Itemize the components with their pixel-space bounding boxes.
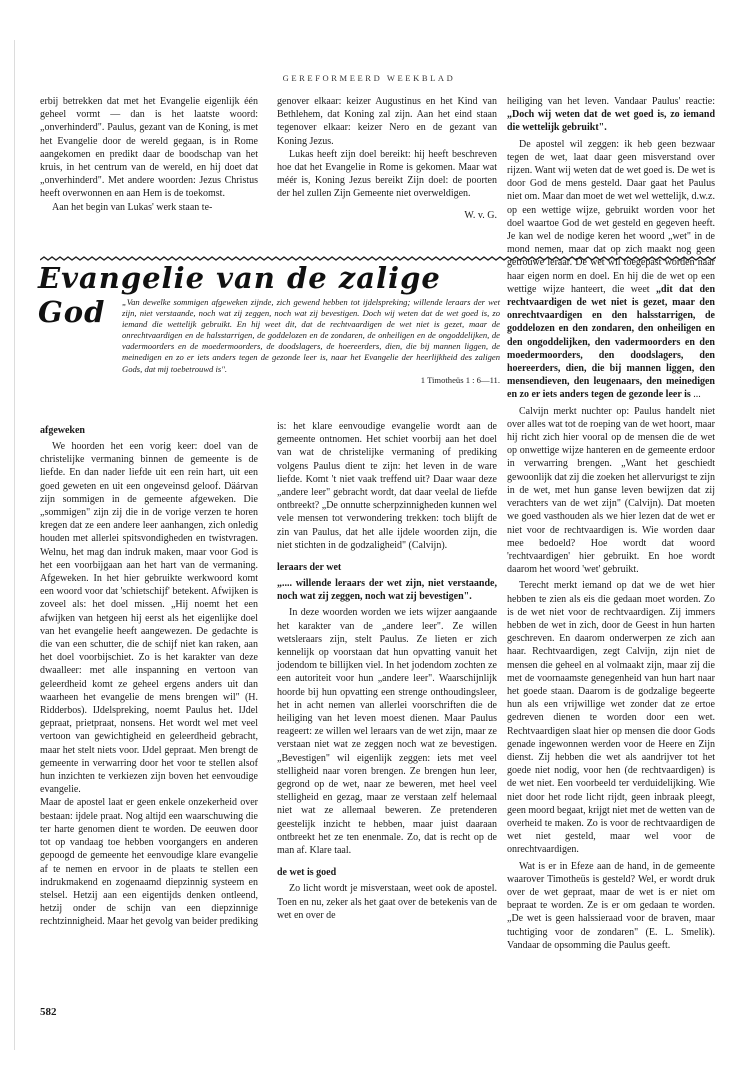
text-run: ...	[693, 389, 701, 401]
prev-article-col2	[277, 95, 497, 221]
prev-article-paragraph: erbij betrekken dat met het Evangelie eigenlijk één geheel vormt — dan is het laatste woord: „onverhinderd". Paulus, gezant van de Koning, is met het Evangelie door de wereld gegaan, is in Rome aangekomen en predikt daar de boodschap van het kruis, in het centrum van de wereld, en hij doet dat „onverhinderd". Met andere woorden: Jezus Christus heeft overwonnen en aan Hem is de toekomst.	[40, 96, 258, 200]
prev-article-paragraph: genover elkaar: keizer Augustinus en het Kind van Bethlehem, dat Koning zal zijn. Aan het eind staan tegenover elkaar: keizer Nero en de gezant van Koning Jezus.	[277, 96, 497, 147]
quoted-bold-text: „dit dat den rechtvaardigen de wet niet is gezet, maar den onrechtvaardigen en den halsstarrigen, de goddelozen en den zondaren, den onheiligen en den ongoddelijken, den vadermoorders en den moedermoorders, den doodslagers, den hoereerders, dien, die bij mannen liggen, den mensendieven, den leugenaars, den meinedigen en zo er iets anders tegen de gezonde leer is	[507, 283, 716, 401]
article-paragraph: We hoorden het een vorig keer: doel van de christelijke vermaning binnen de gemeente is de liefde. En dan nader liefde uit een rein hart, uit een goed geweten en uit een ongeveinsd geloof. Däárvan zijn sommigen in de gemeente afgeweken. Die „sommigen" zijn zij die in de vorige verzen te horen kregen dat ze een andere leer aanhangen, zich onledig houden met allerlei spitsvondigheden en twistvragen. Welnu, het mag dan indruk maken, maar voor God is het een voorbijgaan aan het hart van de vermaning. Afgeweken. In het hier gebruikte werkwoord komt een woord voor dat 'schietschijf' betekent. Afwijken is zoveel als: het doel missen. „Hij noemt het een afwijken van hetgeen hij eerst als het eigenlijke doel van het evangelie heeft aangewezen. De gedachte is die van een schutter, die de schijf niet kan raken, aan het doel voorbijschiet. Zo is het karakter van deze dwaalleer: met alle inspanning en vertoon van geleerdheid komt ze geheel ergens anders uit dan waarheen het evangelie de mens brengen wil" (H. Ridderbos). IJdelspreking, noemt Paulus het. IJdel gepraat, prietpraat, nonsens. Het wordt wel met veel vertoon van gewichtigheid en geleerdheid gebracht, maar het stelt niets voor. IJdel gepraat. Men brengt de gemeente in verwarring door het voor te stellen alsof hun inzichten te verkiezen zijn boven het eenvoudige evangelie.	[40, 441, 258, 796]
article-paragraph: In deze woorden worden we iets wijzer aangaande het karakter van de „andere leer". Ze willen wetsleraars zijn, stelt Paulus. Ze lieten er zich kennelijk op voorstaan dat hun opvatting vanuit het jodendom te billijken viel. In het jodendom zochten ze een autoriteit voor hun „andere leer". Waarschijnlijk hoorde bij hun opvatting een strenge onthoudingsleer, het in acht nemen van allerlei voorschriften die de heiliging van het leven moest dienen. Maar Paulus reageert: ze willen wel leraars van de wet zijn, maar ze verstaan niet wat ze zeggen noch wat ze bevestigen. „Bevestigen" wil eigenlijk zeggen: iets met veel stelligheid naar voren brengen. Ze brengen hun leer, gegrond op de wet, naar ze beweren, met heel veel stelligheid en gezag, maar ze verstaan zelf helemaal niet wat ze allemaal beweren. Ze pretenderen geestelijk inzicht te hebben, maar juist daaraan ontbreekt het ze ten enenmale. Zo, dat is recht op de man af. Klare taal.	[277, 607, 497, 857]
quoted-bold-text: „Doch wij weten dat de wet goed is, zo iemand die wettelijk gebruikt".	[507, 109, 715, 134]
article-title: Evangelie van de zalige God	[38, 261, 441, 329]
text-run: heiliging van het leven. Vandaar Paulus' reactie:	[507, 96, 715, 107]
article-paragraph: Maar de apostel laat er geen enkele onzekerheid over bestaan: ijdele praat. Nog altijd een waarschuwing die ter harte genomen dient te worden. De eeuwen door tot op vandaag toe hebben voorgangers en anderen gepoogd de gemeente het eenvoudige klare evangelie af te nemen en ervoor in de plaats te stellen een indrukmakend en zogenaamd diepzinnig systeem en stelsel. Hetzij aan een eigentijds denken ontleend, hetzij onder de schijn van een diepzinnige rechtzinnigheid. Maar het gevolg van beider prediking	[40, 797, 258, 928]
article-paragraph	[507, 95, 715, 135]
article-paragraph: Zo licht wordt je misverstaan, weet ook de apostel. Toen en nu, zeker als het gaat over de betekenis van de wet en over de	[277, 883, 497, 921]
article-col2	[277, 420, 497, 922]
text-run: De apostel wil zeggen: ik heb geen bezwaar tegen de wet, laat daar geen misverstand over rijzen. Want wij weten dat de wet goed is. De wet is door God de mens gesteld. Daar gaat het Paulus niet om. Maar dan moet de wet wel wettelijk, d.w.z. op een wettige wijze, gebruikt worden voor het doel waartoe God de wet gesteld en gegeven heeft. Je kan wel de nodige keren het woord „wet" in de mond nemen, maar dat op zich maakt nog geen getrouwe leraar. De wet wil toegepast worden naar haar eigen norm en doel. En hij die de wet op een wettige wijze hanteert, die weet	[507, 138, 715, 295]
epigraph-text: „Van dewelke sommigen afgeweken zijnde, zich gewend hebben tot ijdelspreking; willende leraars der wet zijn, niet verstaande, noch wat zij zeggen, noch wat zij bevestigen. Doch wij weten dat de wet goed is, zo iemand die wettelijk gebruikt. En hij weet dit, dat de rechtvaardigen de wet niet is gezet, maar de onrechtvaardigen en de halsstarrigen, de goddelozen en de zondaren, de onheiligen en de ongoddelijken, de vadermoorders en de moedermoorders, de doodslagers, de hoereerders, dien, die bij mannen liggen, de meinedigen en zo er iets anders tegen de gezonde leer is, naar het Evangelie der heerlijkheid des zaligen Gods, dat mij toebetrouwd is".	[122, 297, 500, 374]
article-paragraph: Terecht merkt iemand op dat we de wet hier hebben te zien als eis die gedaan moet worden. Zo is de wet niet voor de rechtvaardigen. Zij immers hebben de wet in zich, door de Geest in hun harten geschreven. En daarom onderwerpen ze zich aan haar. Rechtvaardigen, zegt Calvijn, zijn niet de mensen die geheel en al volmaakt zijn, maar zij die met de voornaamste genegenheid van hun hart naar het goede staan. Daarom is de godzalige begeerte hun als een vrijwillige wet zonder dat ze ertoe gedreven dienen te worden door een wet. Rechtvaardigen slaat hier op mensen die door Gods genade ingewonnen werden voor de Heere en Zijn dienst. Zij hebben die wet als aandrijver tot het goede niet nodig, voor hen (de rechtvaardigen) is de wet niet. Een voorbeeld ter verduidelijking. Wie niet door het rode licht rijdt, geen inbraak pleegt, geen moord begaat, krijgt niet met de wetten van de overheid te maken. Zo is voor de rechtvaardigen de wet niet gesteld, maar wel voor de onrechtvaardigen.	[507, 580, 715, 856]
article-paragraph: Calvijn merkt nuchter op: Paulus handelt niet over alles wat tot de roeping van de wet hoort, maar hij richt zich hier vooral op de mensen die de wet op onwettige wijze hanteren en de gemeente erdoor in verwarring brengen. „Want het geschiedt gewoonlijk dat zij die zoeken het allervurigst te zijn in de wet, met hun ganse leven bewijzen dat zij verachters van de wet zijn" (Calvijn). Dat moeten we goed vasthouden als we hier lezen dat de wet er niet voor de rechtvaardigen is. Wie worden daar mee bedoeld? Hoe wordt dat woord 'rechtvaardigen' hier gebruikt. En hoe wordt daarom het woord 'wet' gebruikt.	[507, 405, 715, 576]
prev-article-paragraph: Aan het begin van Lukas' werk staan te-	[52, 201, 213, 213]
section-heading: de wet is goed	[277, 867, 337, 879]
section-heading: leraars der wet	[277, 562, 342, 574]
publication-header: GEREFORMEERD WEEKBLAD	[282, 73, 456, 83]
prev-article-col1	[40, 95, 258, 214]
article-paragraph: Wat is er in Efeze aan de hand, in de gemeente waarover Timotheüs is gesteld? Wel, er wordt druk over de wet gepraat, maar de wet is er niet om bepraat te worden. Ze is er om gedaan te worden. „De wet is geen halssieraad voor de braven, maar tuchtiging voor de zondaren" (E. L. Smelik). Vandaar de opsomming die Paulus geeft.	[507, 860, 715, 951]
article-paragraph	[507, 138, 715, 402]
section-heading: afgeweken	[40, 425, 85, 436]
epigraph	[122, 297, 500, 386]
article-col3	[507, 95, 715, 952]
quoted-bold-text: „.... willende leraars der wet zijn, niet verstaande, noch wat zij zeggen, noch wat zij bevestigen".	[277, 578, 497, 603]
page-number: 582	[40, 1006, 57, 1018]
prev-article-paragraph: Lukas heeft zijn doel bereikt: hij heeft beschreven hoe dat het Evangelie in Rome is gekomen. Maar wat méér is, Koning Jezus bereikt Zijn doel: de poorten der hel zullen Zijn Gemeente niet overweldigen.	[277, 148, 497, 200]
article-col1	[40, 420, 258, 929]
epigraph-reference: 1 Timotheüs 1 : 6—11.	[420, 374, 500, 385]
article-paragraph: is: het klare eenvoudige evangelie wordt aan de gemeente ontnomen. Het schiet voorbij aan het doel van wat de christelijke vermaning of prediking volgens Paulus dient te zijn: het leven in de ware liefde. Komt 't niet vaak treffend uit? Daar waar deze „andere leer" gebracht wordt, dat daar veelal de liefde ontbreekt? „De onnutte scherpzinnigheden kunnen wel vele mensen tot verwondering trekken: toch blijft de zin van Paulus, dat het alle ijdele woorden zijn, die niet stichten in de godzaligheid" (Calvijn).	[277, 421, 497, 551]
author-signature: W. v. G.	[464, 209, 497, 221]
